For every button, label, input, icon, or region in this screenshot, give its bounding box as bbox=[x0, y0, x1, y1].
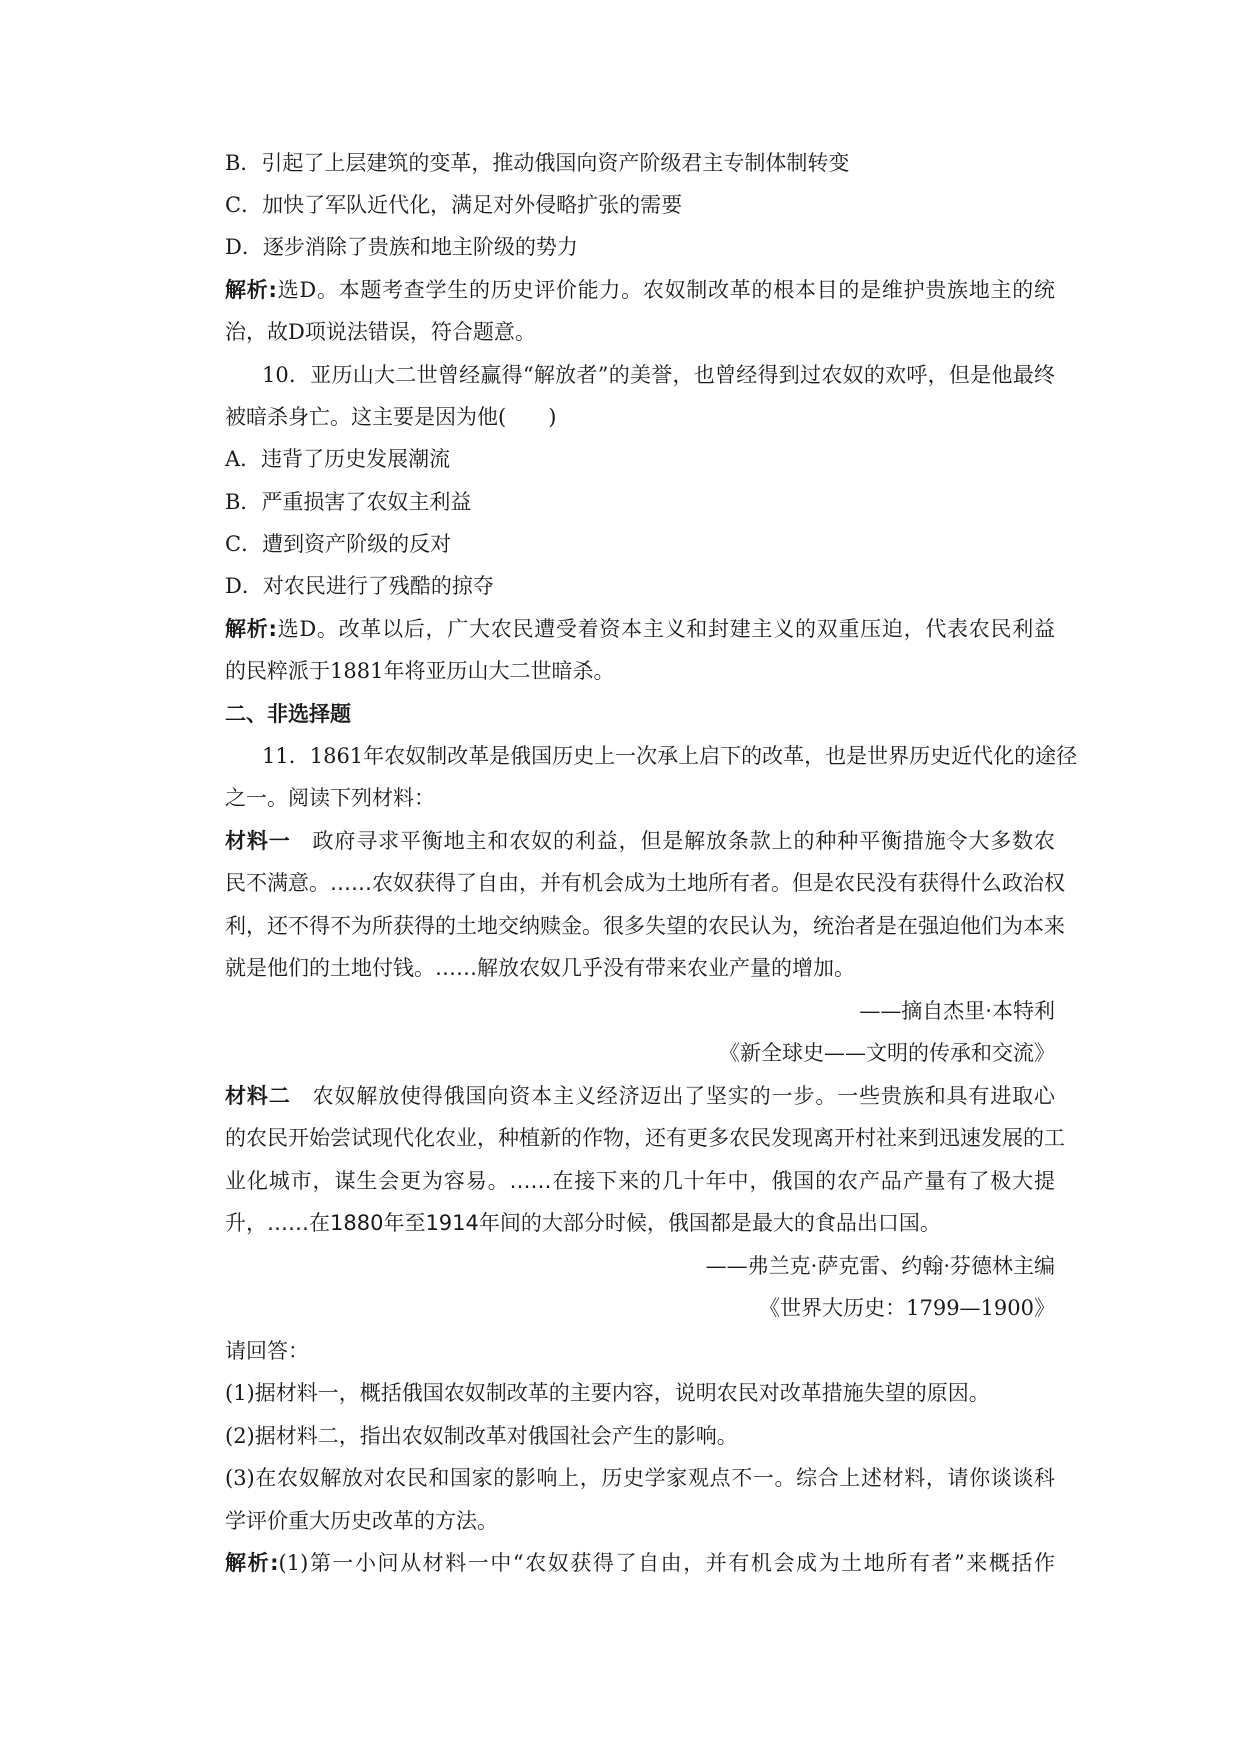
option-c-q10: C．遭到资产阶级的反对 bbox=[225, 532, 452, 556]
analysis-q10-line1 bbox=[225, 614, 1055, 644]
material-1-line1 bbox=[225, 826, 1055, 856]
analysis-text: 选D。改革以后，广大农民遭受着资本主义和封建主义的双重压迫，代表农民利益 bbox=[276, 617, 1055, 641]
analysis-q11-line1 bbox=[225, 1548, 1055, 1578]
material-label: 材料二 bbox=[225, 1084, 291, 1108]
material-2-line1 bbox=[225, 1081, 1055, 1111]
analysis-label: 解析: bbox=[225, 617, 277, 641]
question-11-line1: 11．1861年农奴制改革是俄国历史上一次承上启下的改革，也是世界历史近代化的途径 bbox=[262, 744, 1078, 768]
subquestion-3-line2: 学评价重大历史改革的方法。 bbox=[225, 1509, 498, 1533]
material-2-line2: 的农民开始尝试现代化农业，种植新的作物，还有更多农民发现离开村社来到迅速发展的工 bbox=[225, 1126, 1065, 1150]
question-10-line1: 10．亚历山大二世曾经赢得“解放者”的美誉，也曾经得到过农奴的欢呼，但是他最终 bbox=[262, 363, 1055, 387]
option-d-q9: D．逐步消除了贵族和地主阶级的势力 bbox=[225, 235, 578, 259]
source-author-2: ——弗兰克·萨克雷、约翰·芬德林主编 bbox=[705, 1254, 1055, 1278]
answer-prompt: 请回答： bbox=[225, 1339, 309, 1363]
material-2-line4: 升，……在1880年至1914年间的大部分时候，俄国都是最大的食品出口国。 bbox=[225, 1211, 941, 1235]
analysis-label: 解析: bbox=[225, 278, 277, 302]
section-heading: 二、非选择题 bbox=[225, 702, 351, 726]
analysis-q9-line2: 治，故D项说法错误，符合题意。 bbox=[225, 320, 536, 344]
option-b-q10: B．严重损害了农奴主利益 bbox=[225, 490, 472, 514]
question-11-line2: 之一。阅读下列材料： bbox=[225, 786, 435, 810]
subquestion-2: (2)据材料二，指出农奴制改革对俄国社会产生的影响。 bbox=[225, 1424, 738, 1448]
material-text: 农奴解放使得俄国向资本主义经济迈出了坚实的一步。一些贵族和具有进取心 bbox=[312, 1084, 1056, 1108]
subquestion-1: (1)据材料一，概括俄国农奴制改革的主要内容，说明农民对改革措施失望的原因。 bbox=[225, 1381, 990, 1405]
source-title-2: 《世界大历史：1799—1900》 bbox=[759, 1296, 1055, 1320]
analysis-q9-line1 bbox=[225, 275, 1055, 305]
material-1-line4: 就是他们的土地付钱。……解放农奴几乎没有带来农业产量的增加。 bbox=[225, 956, 855, 980]
source-title-1: 《新全球史——文明的传承和交流》 bbox=[719, 1041, 1055, 1065]
question-10-line2: 被暗杀身亡。这主要是因为他( ) bbox=[225, 405, 557, 429]
analysis-label: 解析: bbox=[225, 1551, 279, 1575]
material-1-line2: 民不满意。……农奴获得了自由，并有机会成为土地所有者。但是农民没有获得什么政治权 bbox=[225, 871, 1065, 895]
subquestion-3-line1: (3)在农奴解放对农民和国家的影响上，历史学家观点不一。综合上述材料，请你谈谈科 bbox=[225, 1466, 1055, 1490]
option-c-q9: C．加快了军队近代化，满足对外侵略扩张的需要 bbox=[225, 193, 683, 217]
option-a-q10: A．违背了历史发展潮流 bbox=[225, 447, 451, 471]
analysis-q10-line2: 的民粹派于1881年将亚历山大二世暗杀。 bbox=[225, 659, 615, 683]
source-author-1: ——摘自杰里·本特利 bbox=[859, 999, 1055, 1023]
material-text: 政府寻求平衡地主和农奴的利益，但是解放条款上的种种平衡措施令大多数农 bbox=[312, 829, 1056, 853]
option-b-q9: B．引起了上层建筑的变革，推动俄国向资产阶级君主专制体制转变 bbox=[225, 151, 850, 175]
material-1-line3: 利，还不得不为所获得的土地交纳赎金。很多失望的农民认为，统治者是在强迫他们为本来 bbox=[225, 914, 1065, 938]
material-label: 材料一 bbox=[225, 829, 291, 853]
analysis-text: 选D。本题考查学生的历史评价能力。农奴制改革的根本目的是维护贵族地主的统 bbox=[276, 278, 1055, 302]
analysis-text: (1)第一小问从材料一中“农奴获得了自由，并有机会成为土地所有者”来概括作 bbox=[278, 1551, 1055, 1575]
option-d-q10: D．对农民进行了残酷的掠夺 bbox=[225, 574, 494, 598]
material-2-line3: 业化城市，谋生会更为容易。……在接下来的几十年中，俄国的农产品产量有了极大提 bbox=[225, 1169, 1055, 1193]
